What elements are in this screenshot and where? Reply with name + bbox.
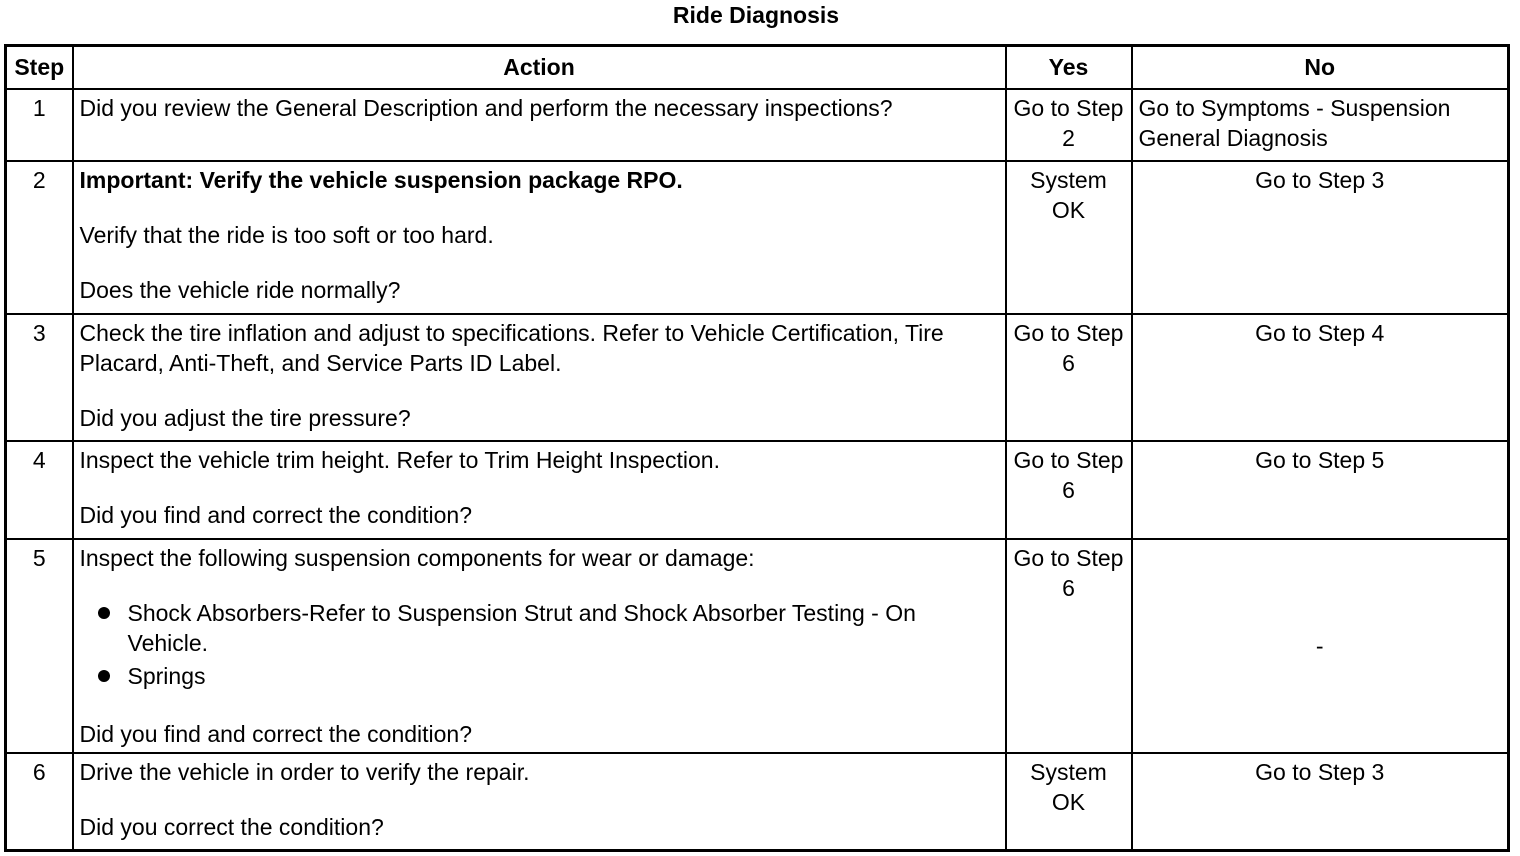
header-row [6,46,1509,89]
table-row [6,161,1509,314]
table-row [6,753,1509,851]
yes-cell: Go to Step 6 [1006,441,1132,539]
list-item [80,598,999,658]
action-cell [73,314,1006,441]
step-number: 1 [6,89,73,161]
list-item [80,661,999,691]
action-text: Inspect the vehicle trim height. Refer to Trim Height Inspection. [79,446,720,473]
header-yes: Yes [1006,46,1132,89]
header-no: No [1132,46,1509,89]
step-number: 3 [6,314,73,441]
action-question: Did you correct the condition? [79,813,384,840]
action-text: Inspect the following suspension components for wear or damage: [79,544,755,571]
action-cell [73,89,1006,161]
action-question: Did you adjust the tire pressure? [79,404,411,431]
header-step: Step [6,46,73,89]
bullet-icon [98,670,110,682]
no-cell: Go to Step 3 [1132,753,1509,851]
no-cell: Go to Step 3 [1132,161,1509,314]
yes-cell: Go to Step 2 [1006,89,1132,161]
action-text: Verify that the ride is too soft or too hard. [79,221,494,248]
action-question: Does the vehicle ride normally? [79,276,401,303]
action-cell [73,441,1006,539]
no-cell: Go to Symptoms - Suspension General Diagnosis [1132,89,1509,161]
action-text: Check the tire inflation and adjust to specifications. Refer to Vehicle Certification, Tire Placard, Anti-Theft, and Service Parts ID Label. [79,319,944,376]
action-cell [73,539,1006,753]
action-cell [73,753,1006,851]
table-row [6,539,1509,753]
step-number: 4 [6,441,73,539]
step-number: 6 [6,753,73,851]
diagnosis-table [4,44,1510,852]
action-cell [73,161,1006,314]
component-list [80,598,999,691]
list-item-text: Shock Absorbers-Refer to Suspension Strut and Shock Absorber Testing - On Vehicle. [127,599,916,656]
header-action: Action [73,46,1006,89]
no-cell: Go to Step 5 [1132,441,1509,539]
no-cell: Go to Step 4 [1132,314,1509,441]
action-question: Did you find and correct the condition? [79,720,473,747]
bullet-icon [98,607,110,619]
table-row [6,441,1509,539]
action-text: Did you review the General Description and perform the necessary inspections? [79,94,893,121]
yes-cell: Go to Step 6 [1006,539,1132,753]
no-cell: - [1132,539,1509,753]
step-number: 5 [6,539,73,753]
action-question: Did you find and correct the condition? [79,501,473,528]
action-text: Drive the vehicle in order to verify the repair. [79,758,530,785]
yes-cell: System OK [1006,753,1132,851]
important-note: Important: Verify the vehicle suspension package RPO. [79,166,683,193]
table-row [6,314,1509,441]
list-item-text: Springs [127,662,206,689]
yes-cell: System OK [1006,161,1132,314]
page-title: Ride Diagnosis [672,2,840,28]
step-number: 2 [6,161,73,314]
yes-cell: Go to Step 6 [1006,314,1132,441]
table-row [6,89,1509,161]
